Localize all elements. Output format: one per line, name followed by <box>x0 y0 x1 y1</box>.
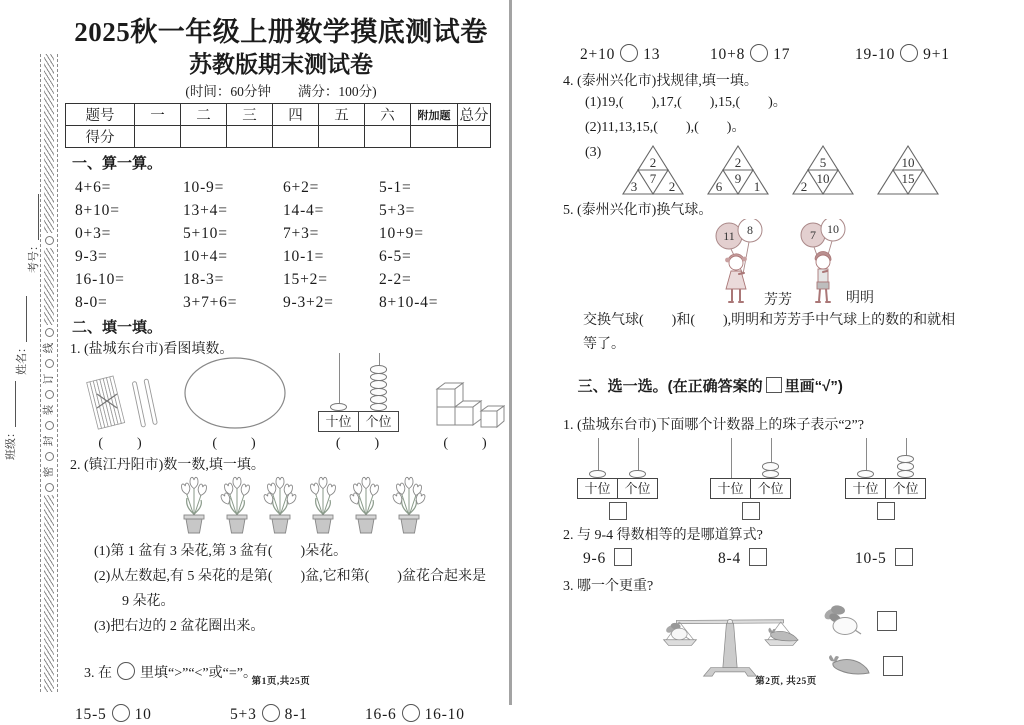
score-header-cell: 二 <box>181 104 227 126</box>
section3-heading-prefix: 三、选一选。(在正确答案的 <box>577 378 763 395</box>
ones-label: 个位 <box>365 414 392 429</box>
strip-circle <box>45 236 54 245</box>
left-expression: 16-6 <box>365 706 397 723</box>
equation-text: 10-5 <box>855 550 887 567</box>
page-1 <box>62 16 500 723</box>
question3-suffix: 里填“>”“<”或“=”。 <box>140 666 257 681</box>
square-blank <box>766 377 782 393</box>
exam-number-text: 考号： <box>28 240 40 273</box>
place-value-labels <box>845 478 926 499</box>
carrot-on-pan <box>768 628 797 641</box>
section1-heading: 一、算一算。 <box>72 155 163 172</box>
flower-pot-icon <box>174 476 214 534</box>
score-empty-cell <box>135 126 181 148</box>
radish-option <box>821 605 897 637</box>
circle-blank <box>750 44 768 62</box>
score-empty-cell <box>181 126 227 148</box>
abacus <box>318 353 399 432</box>
tens-rod <box>319 353 359 411</box>
score-table <box>65 103 491 148</box>
score-header-cell: 四 <box>273 104 319 126</box>
answer-checkbox <box>614 548 632 566</box>
counter <box>710 438 791 499</box>
tens-rod <box>578 438 618 478</box>
answer-checkbox <box>877 611 897 631</box>
calc-cell: 3+7+6= <box>183 294 238 311</box>
answer-checkbox <box>877 502 895 520</box>
circle-blank <box>900 44 918 62</box>
binding-line-char: 订 <box>43 374 54 385</box>
strip-circle <box>45 483 54 492</box>
ones-beads <box>762 463 779 478</box>
count-figures-row <box>62 361 500 453</box>
place-value-labels <box>710 478 791 499</box>
question2-sub3: (3)把右边的 2 盆花圈出来。 <box>94 619 265 634</box>
score-header-cell: 总分 <box>458 104 491 126</box>
triangle-right-number: 1 <box>754 179 761 194</box>
class-label <box>4 360 18 460</box>
boy-name: 明明 <box>846 291 874 306</box>
comparison-item <box>580 44 710 65</box>
flower-pot-icon <box>260 476 300 534</box>
triangle-left-number: 6 <box>716 179 723 194</box>
counter-option <box>845 438 926 520</box>
kids-with-balloons-icon <box>700 219 880 309</box>
flower-pots-row <box>174 476 500 534</box>
page1-footer: 第1页,共25页 <box>251 677 311 687</box>
blank-line <box>17 296 27 342</box>
answer-checkbox <box>895 548 913 566</box>
binding-line-char: 线 <box>43 343 54 354</box>
binding-strip <box>40 54 58 692</box>
balance-figure <box>557 597 1015 711</box>
student-name-text: 姓名： <box>16 342 28 375</box>
ones-rod <box>359 353 399 411</box>
question2-sub2-cont: 9 朵花。 <box>122 594 175 609</box>
right-expression: 17 <box>773 46 791 63</box>
tens-beads <box>857 471 874 479</box>
binding-line-char: 装 <box>43 405 54 416</box>
page-subtitle: 苏教版期末测试卷 <box>189 52 373 77</box>
score-empty-cell <box>365 126 411 148</box>
score-header-cell: 五 <box>319 104 365 126</box>
equation-option <box>718 548 855 569</box>
calc-cell: 4+6= <box>75 179 112 196</box>
tens-label: 十位 <box>578 479 618 498</box>
fig-oval <box>182 354 288 453</box>
answer-blank: ( ) <box>98 436 144 451</box>
answer-checkbox <box>742 502 760 520</box>
triangle-pattern-row <box>585 144 1015 196</box>
question4-sub3-label: (3) <box>585 145 602 160</box>
score-value-row <box>66 126 491 148</box>
tens-rod <box>711 438 751 478</box>
question4-sub2: (2)11,13,15,( ),( )。 <box>585 120 746 135</box>
strip-circle <box>45 359 54 368</box>
counter-rods <box>711 438 791 478</box>
question5-line2: 等了。 <box>583 337 625 352</box>
score-header-cell: 一 <box>135 104 181 126</box>
triangle-mid-number: 10 <box>816 171 830 186</box>
right-expression: 16-10 <box>424 706 465 723</box>
calc-cell: 8-0= <box>75 294 108 311</box>
score-header-cell: 六 <box>365 104 411 126</box>
calc-cell: 9-3+2= <box>283 294 334 311</box>
score-header-cell-bonus: 附加题 <box>411 104 458 126</box>
right-expression: 13 <box>643 46 661 63</box>
strip-circle <box>45 452 54 461</box>
right-expression: 10 <box>134 706 152 723</box>
answer-blank: ( ) <box>212 436 258 451</box>
blank-line <box>6 381 16 427</box>
flower-pot-icon <box>346 476 386 534</box>
page2-footer: 第2页, 共25页 <box>755 677 817 687</box>
counter <box>845 438 926 499</box>
strip-circle <box>45 421 54 430</box>
section3-question2-text: 2. 与 9-4 得数相等的是哪道算式? <box>563 528 763 543</box>
exam-meta: (时间：60分钟 满分：100分) <box>185 84 377 99</box>
flower-pot-icon <box>217 476 257 534</box>
calc-cell: 5+10= <box>183 225 228 242</box>
calc-cell: 10+9= <box>379 225 424 242</box>
score-empty-cell <box>227 126 273 148</box>
fig-sticks <box>75 364 167 453</box>
question1-text: 1. (盐城东台市)看图填数。 <box>70 342 234 357</box>
number-triangle <box>790 144 856 196</box>
comparison-item <box>75 704 230 725</box>
calc-cell: 9-3= <box>75 248 108 265</box>
score-empty-cell <box>273 126 319 148</box>
circle-blank <box>262 704 280 722</box>
number-triangle <box>705 144 771 196</box>
page-title: 2025秋一年级上册数学摸底测试卷 <box>74 17 488 47</box>
left-expression: 19-10 <box>855 46 896 63</box>
score-header-row <box>66 104 491 126</box>
question2-sub1: (1)第 1 盆有 3 朵花,第 3 盆有( )朵花。 <box>94 544 348 559</box>
counter-option <box>577 438 658 520</box>
comparison-item <box>710 44 855 65</box>
calc-cell: 0+3= <box>75 225 112 242</box>
counter-option <box>710 438 791 520</box>
calc-cell: 6+2= <box>283 179 320 196</box>
calc-cell: 16-10= <box>75 271 125 288</box>
left-expression: 15-5 <box>75 706 107 723</box>
triangle-top-number: 10 <box>901 155 915 170</box>
balloon-figure <box>557 219 1015 309</box>
triangle-mid-number: 7 <box>650 171 657 186</box>
binding-line-char: 密 <box>43 467 54 478</box>
counter <box>577 438 658 499</box>
ones-beads <box>897 456 914 479</box>
ones-beads <box>629 471 646 479</box>
girl-name: 芳芳 <box>764 293 792 308</box>
tens-label: 十位 <box>711 479 751 498</box>
hatch-marks <box>44 248 54 325</box>
section2-heading: 二、填一填。 <box>72 319 163 336</box>
triangle-left-number: 3 <box>631 179 638 194</box>
triangle-left-number: 2 <box>801 179 808 194</box>
equation-option <box>583 548 718 569</box>
calc-cell: 2-2= <box>379 271 412 288</box>
left-expression: 2+10 <box>580 46 616 63</box>
number-triangle <box>875 144 941 196</box>
score-empty-cell <box>458 126 491 148</box>
calculation-grid <box>75 176 500 314</box>
tens-beads <box>589 471 606 479</box>
page-divider <box>509 0 512 705</box>
question4-text: 4. (泰州兴化市)找规律,填一填。 <box>563 74 758 89</box>
tens-label: 十位 <box>319 412 359 431</box>
balloon-number: 8 <box>747 223 753 237</box>
calc-cell: 15+2= <box>283 271 328 288</box>
triangle-mid-number: 15 <box>901 171 915 186</box>
right-expression: 9+1 <box>923 46 950 63</box>
fig-cubes <box>427 378 505 453</box>
equation-options-row <box>583 548 1015 569</box>
calc-cell: 8+10= <box>75 202 120 219</box>
comparison-item <box>855 44 1015 65</box>
score-empty-cell <box>319 126 365 148</box>
oval-icon <box>182 354 288 432</box>
score-row-label: 得分 <box>66 126 135 148</box>
comparison-row <box>580 44 1015 65</box>
balloon-number: 7 <box>810 228 816 242</box>
place-value-labels <box>577 478 658 499</box>
counters-row <box>557 438 1015 520</box>
counter-rods <box>578 438 658 478</box>
calc-cell: 7+3= <box>283 225 320 242</box>
equation-option <box>855 548 1015 569</box>
answer-blank: ( ) <box>335 436 382 451</box>
ones-label: 个位 <box>624 481 651 496</box>
question4-sub1: (1)19,( ),17,( ),15,( )。 <box>585 95 787 110</box>
question3-prefix: 3. 在 <box>84 666 112 681</box>
balloon-number: 11 <box>723 229 735 243</box>
calc-cell: 18-3= <box>183 271 225 288</box>
ones-rod <box>618 438 658 478</box>
triangle-mid-number: 9 <box>735 171 742 186</box>
ones-rod <box>751 438 791 478</box>
cubes-icon <box>427 378 505 432</box>
section3-heading-suffix: 里画“√”) <box>784 378 843 395</box>
hatch-marks <box>44 54 54 233</box>
calc-cell: 6-5= <box>379 248 412 265</box>
score-header-cell: 题号 <box>66 104 135 126</box>
ones-label: 个位 <box>892 481 919 496</box>
equation-text: 8-4 <box>718 550 742 567</box>
sticks-bundle-icon <box>75 364 167 432</box>
triangle-top-number: 2 <box>735 155 742 170</box>
blank-line <box>29 194 39 240</box>
hatch-marks <box>44 495 54 692</box>
comparison-item <box>230 704 365 725</box>
exam-number-label <box>27 185 41 273</box>
section3-question3-text: 3. 哪一个更重? <box>563 579 654 594</box>
binding-line-char: 封 <box>43 436 54 447</box>
score-header-cell: 三 <box>227 104 273 126</box>
answer-checkbox <box>609 502 627 520</box>
fig-place-value-abacus <box>318 353 399 453</box>
class-text: 班级： <box>5 427 17 460</box>
ones-rod <box>886 438 926 478</box>
number-triangle <box>620 144 686 196</box>
triangle-top-number: 2 <box>650 155 657 170</box>
tens-rod <box>846 438 886 478</box>
calc-cell: 10-1= <box>283 248 325 265</box>
left-expression: 10+8 <box>710 46 746 63</box>
calc-cell: 5+3= <box>379 202 416 219</box>
answer-blank: ( ) <box>443 436 489 451</box>
right-expression: 8-1 <box>284 706 308 723</box>
radish-icon <box>821 605 865 637</box>
counter-rods <box>846 438 926 478</box>
question5-line1: 交换气球( )和( ),明明和芳芳手中气球上的数的和就相 <box>583 313 956 328</box>
place-value-labels <box>318 411 399 432</box>
circle-blank <box>112 704 130 722</box>
flower-pot-icon <box>303 476 343 534</box>
triangle-right-number: 2 <box>669 179 676 194</box>
tens-label: 十位 <box>846 479 886 498</box>
calc-cell: 10+4= <box>183 248 228 265</box>
question5-text: 5. (泰州兴化市)换气球。 <box>563 203 713 218</box>
ones-label: 个位 <box>757 481 784 496</box>
comparison-row <box>75 704 500 725</box>
tens-beads <box>330 404 347 412</box>
question2-sub2: (2)从左数起,有 5 朵花的是第( )盆,它和第( )盆花合起来是 <box>94 569 486 584</box>
strip-circle <box>45 328 54 337</box>
calc-cell: 8+10-4= <box>379 294 439 311</box>
section3-question1-text: 1. (盐城东台市)下面哪个计数器上的珠子表示“2”? <box>563 418 864 433</box>
strip-circle <box>45 390 54 399</box>
question2-text: 2. (镇江丹阳市)数一数,填一填。 <box>70 458 265 473</box>
calc-cell: 14-4= <box>283 202 325 219</box>
answer-checkbox <box>749 548 767 566</box>
flower-pot-icon <box>389 476 429 534</box>
ones-beads <box>370 366 387 411</box>
section3-heading <box>561 359 1015 414</box>
equation-text: 9-6 <box>583 550 607 567</box>
calc-cell: 13+4= <box>183 202 228 219</box>
triangle-top-number: 5 <box>820 155 827 170</box>
calc-cell: 10-9= <box>183 179 225 196</box>
score-empty-cell <box>411 126 458 148</box>
comparison-item <box>365 704 500 725</box>
circle-blank <box>620 44 638 62</box>
abacus-rods <box>319 353 399 411</box>
page-2 <box>557 44 1015 689</box>
balloon-number: 10 <box>827 222 839 236</box>
calc-cell: 5-1= <box>379 179 412 196</box>
circle-blank <box>402 704 420 722</box>
question3-text <box>70 645 500 699</box>
left-expression: 5+3 <box>230 706 257 723</box>
